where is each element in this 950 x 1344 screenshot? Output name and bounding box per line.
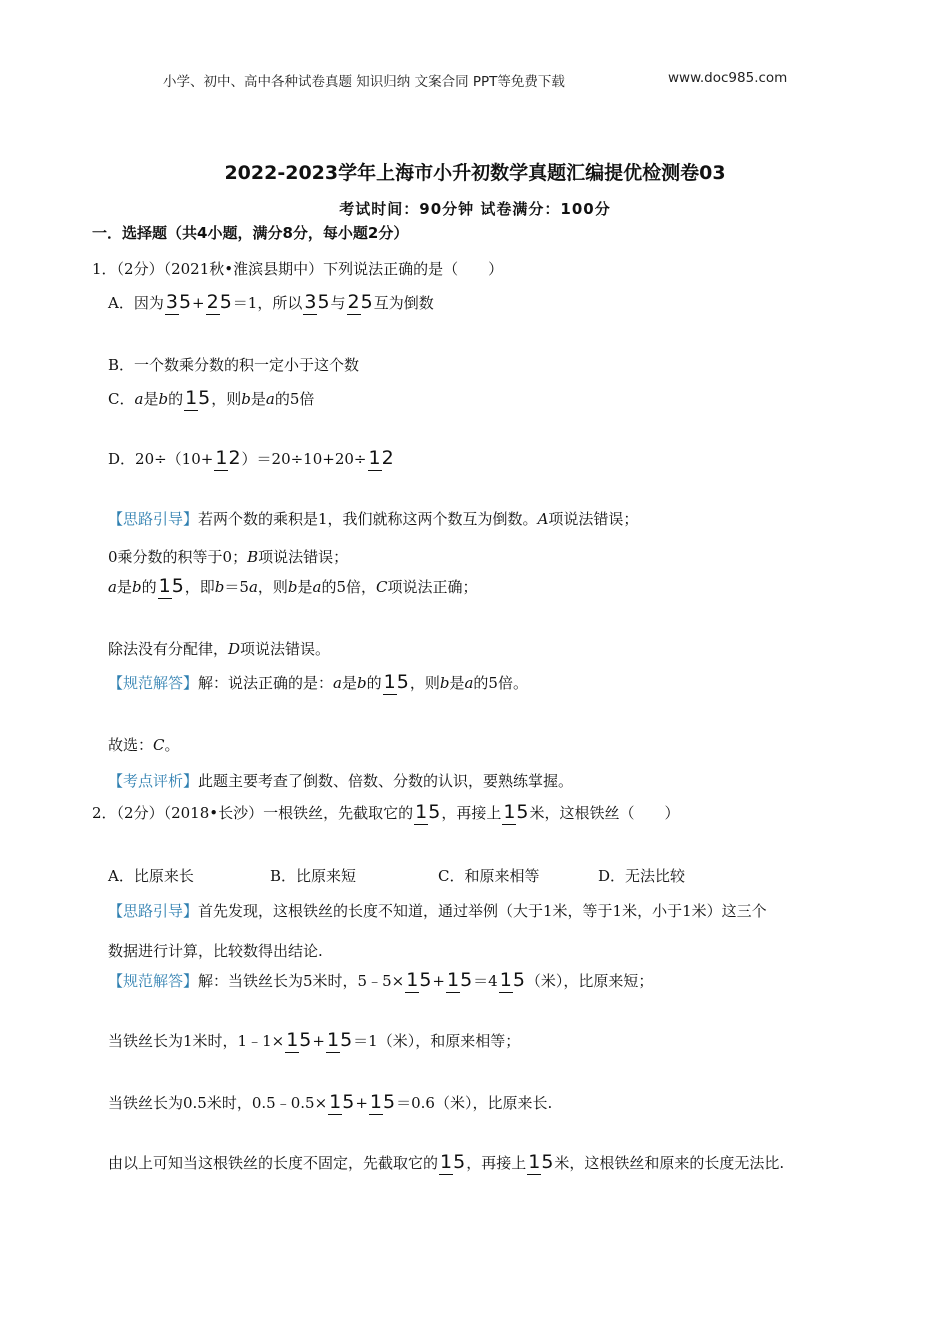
section-heading: 一．选择题（共4小题，满分8分，每小题2分） [92,224,409,242]
answer-tag: 【规范解答】 [108,972,199,990]
fraction: 15 [528,1151,554,1173]
q1-option-a: A．因为 35 + 25 ＝1，所以 35 与 25 互为倒数 [108,291,434,313]
fraction: 15 [383,671,409,693]
exam-info: 考试时间：90分钟 试卷满分：100分 [339,200,611,218]
fraction: 15 [158,575,184,597]
q1-guide-1: 【思路引导】 若两个数的乘积是1，我们就称这两个数互为倒数。 A 项说法错误； [108,510,639,528]
q2-answer-2: 当铁丝长为1米时，1﹣1× 15 + 15 ＝1（米），和原来相等； [108,1029,521,1051]
q1-review: 【考点评析】 此题主要考查了倒数、倍数、分数的认识，要熟练掌握。 [108,772,574,790]
fraction: 35 [165,291,192,313]
fraction: 15 [440,1151,466,1173]
q2-guide-2: 数据进行计算，比较数得出结论. [108,942,323,960]
q2-guide-1: 【思路引导】 首先发现，这根铁丝的长度不知道，通过举例（大于1米，等于1米，小于1米）这三个 [108,902,767,920]
q1-answer: 【规范解答】 解：说法正确的是： a 是 b 的 15 ，则 b 是 a 的5倍。 [108,671,528,693]
fraction: 15 [286,1029,312,1051]
q1-stem: 1．（2分）（2021秋•淮滨县期中）下列说法正确的是（ ） [92,260,504,278]
fraction: 15 [503,801,529,823]
q2-answer-1: 【规范解答】 解：当铁丝长为5米时，5﹣5× 15 + 15 ＝4 15 （米），比原来短； [108,969,654,991]
q1-choice: 故选： C 。 [108,736,180,754]
guide-tag: 【思路引导】 [108,510,199,528]
fraction: 15 [329,1091,355,1113]
q2-option-b: B．比原来短 [270,867,357,885]
fraction: 25 [347,291,373,313]
site-header-text: 小学、初中、高中各种试卷真题 知识归纳 文案合同 PPT等免费下载 [163,74,565,90]
fraction: 15 [415,801,441,823]
fraction: 12 [368,447,394,469]
guide-tag: 【思路引导】 [108,902,199,920]
q1-guide-2: 0乘分数的积等于0； B 项说法错误； [108,548,349,566]
fraction: 25 [206,291,232,313]
fraction: 15 [185,387,211,409]
q1-guide-3: a 是 b 的 15 ，即 b ＝5 a ，则 b 是 a 的5倍， C 项说法正确； [108,575,478,597]
fraction: 15 [446,969,473,991]
q2-answer-4: 由以上可知当这根铁丝的长度不固定，先截取它的 15 ，再接上 15 米，这根铁丝和原来的长度无法比. [108,1151,785,1173]
answer-tag: 【规范解答】 [108,674,199,692]
fraction: 15 [369,1091,396,1113]
q2-option-c: C．和原来相等 [438,867,540,885]
review-tag: 【考点评析】 [108,772,199,790]
q2-options [108,865,685,886]
fraction: 15 [406,969,432,991]
q1-guide-4: 除法没有分配律， D 项说法错误。 [108,640,331,658]
fraction: 12 [215,447,241,469]
site-header-url[interactable]: www.doc985.com [668,70,788,86]
q1-option-c: C． a 是 b 的 15 ，则 b 是 a 的5倍 [108,387,315,409]
fraction: 35 [304,291,330,313]
q2-answer-3: 当铁丝长为0.5米时，0.5﹣0.5× 15 + 15 ＝0.6（米），比原来长. [108,1091,553,1113]
q2-option-a: A．比原来长 [108,867,194,885]
q2-stem: 2．（2分）（2018•长沙）一根铁丝，先截取它的 15 ，再接上 15 米，这根铁丝（ ） [92,801,680,823]
page-title: 2022-2023学年上海市小升初数学真题汇编提优检测卷03 [224,162,726,184]
q1-option-d: D．20÷（10+ 12 ）＝20÷10+20÷ 12 [108,447,394,469]
q2-option-d: D．无法比较 [598,867,686,885]
fraction: 15 [499,969,525,991]
fraction: 15 [326,1029,353,1051]
q1-option-b: B．一个数乘分数的积一定小于这个数 [108,356,360,374]
